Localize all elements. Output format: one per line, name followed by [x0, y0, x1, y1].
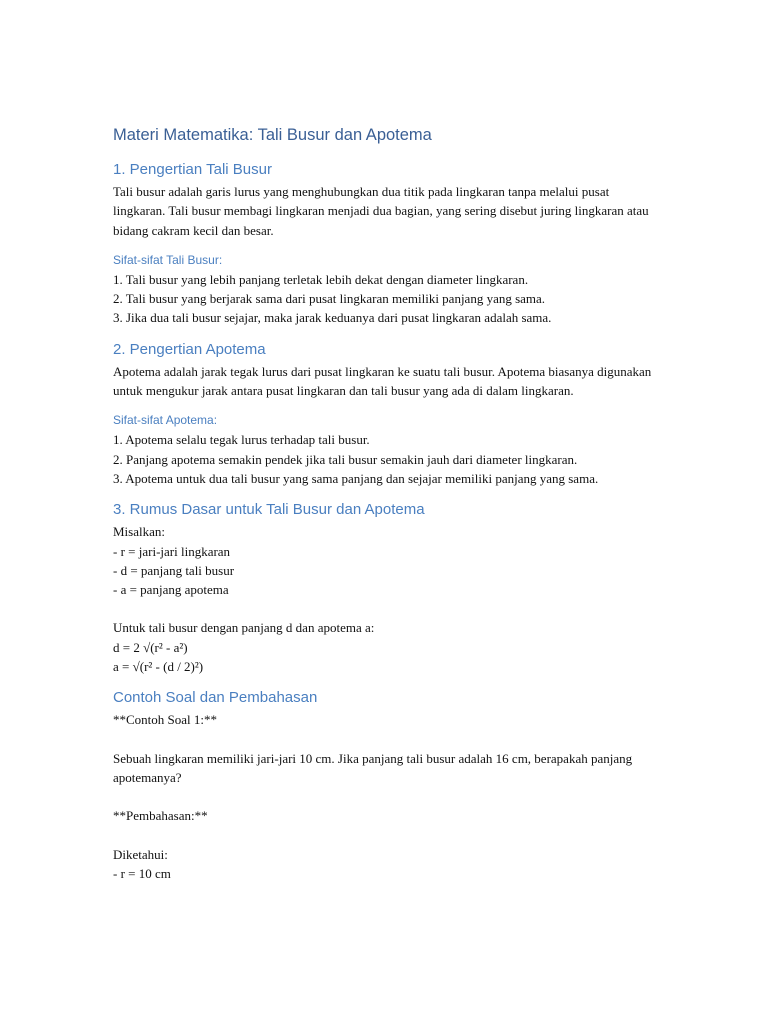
list-item: - r = jari-jari lingkaran [113, 543, 231, 559]
section-heading-tali-busur: 1. Pengertian Tali Busur [113, 161, 272, 178]
section-heading-rumus: 3. Rumus Dasar untuk Tali Busur dan Apotema [113, 501, 425, 519]
example-label: **Contoh Soal 1:** [113, 712, 218, 728]
formula-apothem: a = √(r² - (d / 2)²) [113, 659, 204, 675]
list-sifat-apotema [113, 430, 658, 488]
formula-intro: Untuk tali busur dengan panjang d dan apotema a: [113, 620, 375, 636]
list-item: - a = panjang apotema [113, 582, 229, 598]
paragraph-apotema: Apotema adalah jarak tegak lurus dari pusat lingkaran ke suatu tali busur. Apotema biasanya digunakan untuk mengukur jarak antara pusat lingkaran dan tali busur yang ada di dalam lingkaran. [113, 363, 652, 399]
list-item: 2. Tali busur yang berjarak sama dari pusat lingkaran memiliki panjang yang sama. [113, 291, 546, 307]
paragraph-tali-busur: Tali busur adalah garis lurus yang menghubungkan dua titik pada lingkaran tanpa melalui pusat lingkaran. Tali busur membagi lingkaran menjadi dua bagian, yang sering disebut juring lingkaran atau bidang cakram kecil dan besar. [113, 184, 649, 238]
subheading-sifat-apotema: Sifat-sifat Apotema: [113, 413, 218, 428]
section-heading-contoh-soal: Contoh Soal dan Pembahasan [113, 689, 318, 707]
list-sifat-tali-busur [113, 270, 658, 328]
list-item: 1. Tali busur yang lebih panjang terletak lebih dekat dengan diameter lingkaran. [113, 271, 529, 287]
subheading-sifat-tali-busur: Sifat-sifat Tali Busur: [113, 252, 223, 267]
list-item: 2. Panjang apotema semakin pendek jika tali busur semakin jauh dari diameter lingkaran. [113, 451, 578, 467]
formula-chord-length: d = 2 √(r² - a²) [113, 639, 188, 655]
list-item: - d = panjang tali busur [113, 562, 235, 578]
document-title: Materi Matematika: Tali Busur dan Apotema [113, 126, 432, 144]
list-variables [113, 542, 658, 600]
document-page [113, 124, 658, 883]
list-item: 3. Apotema untuk dua tali busur yang sama panjang dan sejajar memiliki panjang yang sama. [113, 470, 599, 486]
list-item: 1. Apotema selalu tegak lurus terhadap tali busur. [113, 432, 370, 448]
list-item: - r = 10 cm [113, 865, 171, 881]
example-question: Sebuah lingkaran memiliki jari-jari 10 cm. Jika panjang tali busur adalah 16 cm, berapakah panjang apotemanya? [113, 750, 633, 785]
known-label: Diketahui: [113, 846, 168, 862]
section-heading-apotema: 2. Pengertian Apotema [113, 340, 266, 358]
variables-intro: Misalkan: [113, 524, 165, 540]
list-item: 3. Jika dua tali busur sejajar, maka jarak keduanya dari pusat lingkaran adalah sama. [113, 310, 552, 326]
solution-label: **Pembahasan:** [113, 808, 208, 824]
